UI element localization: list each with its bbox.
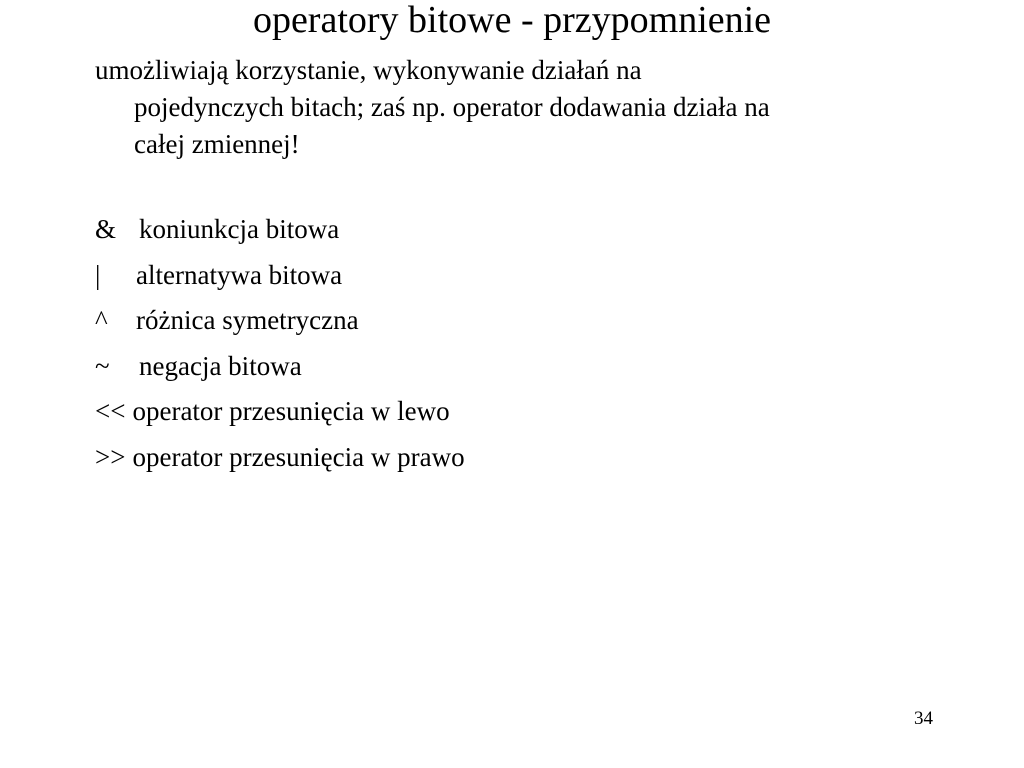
operator-item-shift-left [95,393,965,439]
operator-description: alternatywa bitowa [136,259,343,290]
page-number: 34 [914,708,933,729]
intro-line-1: umożliwiają korzystanie, wykonywanie działań na [95,55,642,85]
operator-symbol: ^ [95,305,108,335]
operator-list [95,211,965,484]
slide-title: operatory bitowe - przypomnienie [252,0,772,41]
operator-description: koniunkcja bitowa [139,214,340,244]
intro-line-3: całej zmiennej! [134,129,300,159]
operator-symbol: << [95,396,126,426]
operator-item-and [95,211,965,257]
intro-paragraph [95,52,965,163]
operator-item-or [95,257,965,303]
operator-item-not [95,348,965,394]
operator-description: negacja bitowa [139,350,302,381]
operator-description: różnica symetryczna [136,305,359,335]
operator-item-shift-right [95,439,965,485]
operator-symbol: & [95,214,117,244]
intro-line-2: pojedynczych bitach; zaś np. operator dodawania działa na [134,92,770,122]
operator-description: operator przesunięcia w lewo [132,396,450,426]
operator-symbol: >> [95,441,126,472]
operator-description: operator przesunięcia w prawo [132,441,465,472]
operator-symbol: ~ [95,350,110,381]
operator-item-xor [95,302,965,348]
operator-symbol: | [95,259,101,290]
